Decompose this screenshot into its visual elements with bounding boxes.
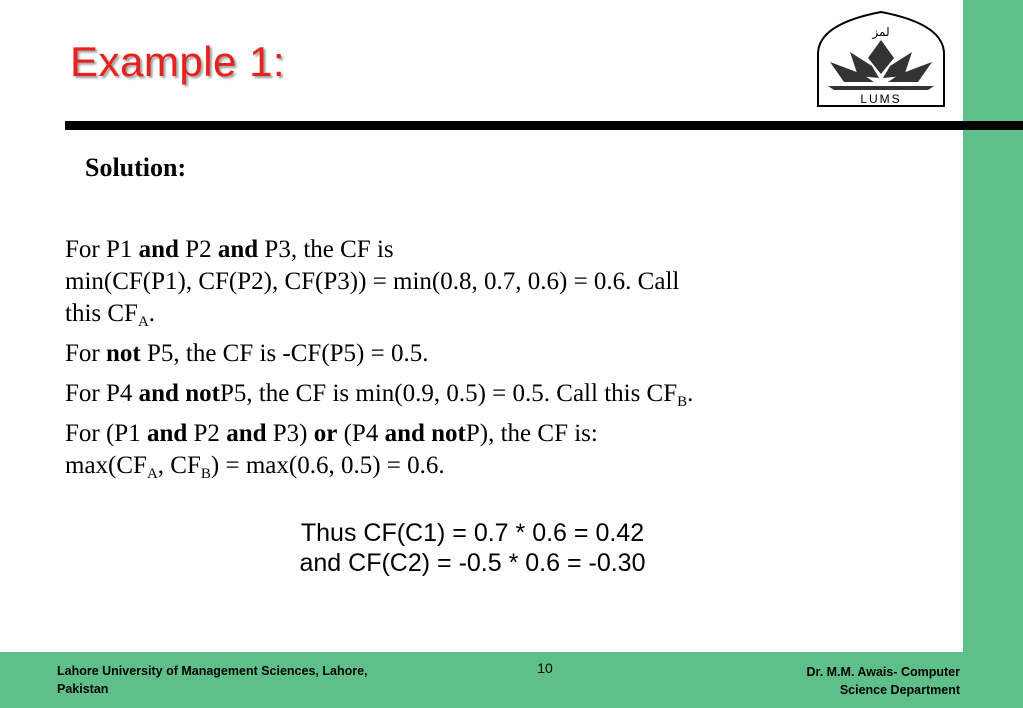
conclusion-c1: Thus CF(C1) = 0.7 * 0.6 = 0.42 bbox=[300, 519, 645, 547]
text-run: P), the CF is: bbox=[465, 420, 598, 447]
text-run: , CF bbox=[157, 452, 201, 479]
text-run: max(CF bbox=[65, 452, 147, 479]
keyword-and-not: and not bbox=[138, 380, 220, 407]
text-run: ) = max(0.6, 0.5) = 0.6. bbox=[210, 452, 445, 479]
text-run: . bbox=[687, 380, 694, 407]
keyword-and: and bbox=[217, 236, 259, 263]
subscript: A bbox=[137, 314, 149, 330]
paragraph-cfa bbox=[65, 234, 915, 330]
text-run: P2 bbox=[187, 420, 227, 447]
text-run: (P4 bbox=[337, 420, 385, 447]
solution-body bbox=[65, 234, 915, 490]
footer-institution-line: Lahore University of Management Sciences, Lahore, bbox=[57, 664, 368, 678]
keyword-and: and bbox=[226, 420, 267, 447]
subscript: B bbox=[200, 466, 211, 482]
conclusion-c2: and CF(C2) = -0.5 * 0.6 = -0.30 bbox=[299, 549, 646, 577]
text-run: P3) bbox=[266, 420, 314, 447]
footer-author-line: Science Department bbox=[839, 683, 960, 697]
solution-heading: Solution: bbox=[85, 153, 187, 182]
keyword-or: or bbox=[313, 420, 338, 447]
text-run: . bbox=[148, 300, 156, 327]
logo-text: LUMS bbox=[860, 92, 902, 106]
text-run: P3, the CF is bbox=[258, 236, 394, 263]
keyword-and: and bbox=[138, 236, 179, 263]
slide-title: Example 1: bbox=[70, 38, 286, 85]
text-run: For (P1 bbox=[65, 420, 147, 447]
title-divider bbox=[65, 121, 1023, 130]
text-run: P2 bbox=[178, 236, 218, 263]
text-run: P5, the CF is min(0.9, 0.5) = 0.5. Call this CF bbox=[219, 380, 678, 407]
subscript: B bbox=[677, 394, 688, 410]
footer-author-line: Dr. M.M. Awais- Computer bbox=[806, 665, 960, 679]
text-run: For P1 bbox=[65, 236, 139, 263]
conclusion bbox=[200, 518, 745, 578]
text-run: P5, the CF is -CF(P5) = 0.5. bbox=[140, 340, 429, 367]
logo-script: لمز bbox=[872, 25, 890, 39]
text-run: For P4 bbox=[65, 380, 139, 407]
paragraph-cfb bbox=[65, 378, 915, 410]
keyword-and: and bbox=[146, 420, 188, 447]
text-run: this CF bbox=[65, 300, 138, 327]
keyword-and-not: and not bbox=[384, 420, 466, 447]
footer-institution bbox=[57, 662, 477, 698]
footer-institution-line: Pakistan bbox=[57, 682, 109, 696]
subscript: A bbox=[146, 466, 158, 482]
paragraph-not-p5 bbox=[65, 338, 915, 370]
lums-logo bbox=[806, 10, 956, 114]
footer-author bbox=[700, 663, 960, 699]
page-number: 10 bbox=[537, 660, 553, 676]
text-run: min(CF(P1), CF(P2), CF(P3)) = min(0.8, 0.7, 0.6) = 0.6. Call bbox=[65, 268, 680, 295]
keyword-not: not bbox=[105, 340, 141, 367]
side-accent-bar bbox=[963, 0, 1023, 708]
paragraph-combined bbox=[65, 418, 915, 482]
text-run: For bbox=[65, 340, 106, 367]
